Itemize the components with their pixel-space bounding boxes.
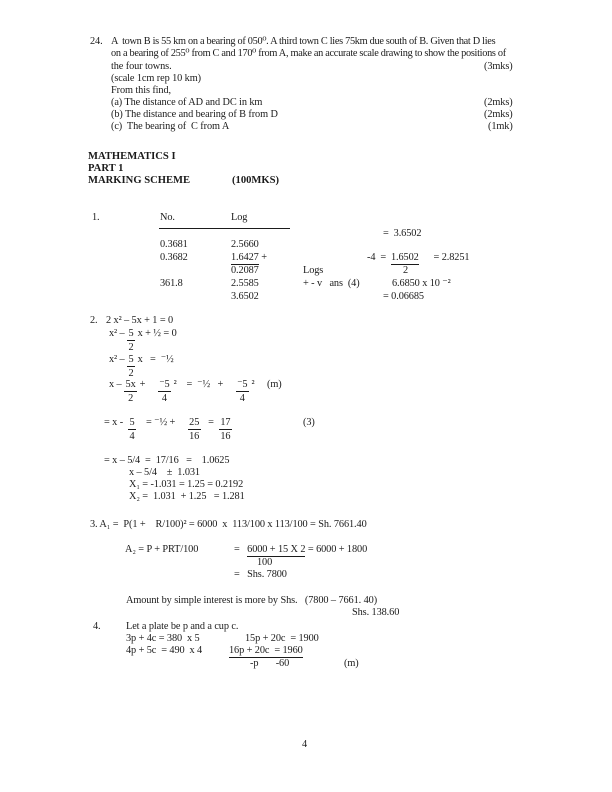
q2-line1: 2 x² – 5x + 1 = 0 xyxy=(106,315,174,326)
page-number: 4 xyxy=(302,739,308,750)
q3-line3: = Shs. 7800 xyxy=(234,569,287,580)
q2-line3-post: x = ⁻½ xyxy=(135,354,174,365)
q2-line4-sup1: ² = ⁻½ + xyxy=(171,379,236,390)
q2-line2-pre: x² – xyxy=(109,328,128,339)
q1-result-2-denominator: 2 xyxy=(403,265,409,276)
fraction-numerator: 17 xyxy=(220,417,231,428)
q2-line4-mid1: + xyxy=(137,379,158,390)
q1-table-header-rule xyxy=(159,228,290,229)
q1-row2-log-underlined: 1.6427 xyxy=(231,252,259,263)
q1-result-4: = 0.06685 xyxy=(383,291,424,302)
q2-line7: x – 5/4 ± 1.031 xyxy=(129,467,200,478)
q24-item-b: (b) The distance and bearing of B from D xyxy=(111,109,278,120)
q1-row4-no: 361.8 xyxy=(160,278,183,289)
q2-line5-mid2: = xyxy=(200,417,219,428)
fraction xyxy=(127,328,135,353)
q1-side-ans: + - v ans (4) xyxy=(303,278,360,289)
q24-scale-note: (scale 1cm rep 10 km) xyxy=(111,73,201,84)
q2-line2-post: x + ½ = 0 xyxy=(135,328,177,339)
fraction xyxy=(188,417,201,442)
q24-number: 24. xyxy=(90,36,103,47)
q1-result-3: 6.6850 x 10 ⁻² xyxy=(392,278,451,289)
q24-item-c: (c) The bearing of C from A xyxy=(111,121,230,132)
q1-col-no: No. xyxy=(160,212,175,223)
q4-line2b: 15p + 20c = 1900 xyxy=(245,633,319,644)
q1-result-2-prefix: -4 = xyxy=(367,252,391,263)
q1-row2-log xyxy=(231,252,267,264)
fraction-numerator: 5 xyxy=(129,417,135,428)
section-total-marks: (100MKS) xyxy=(232,175,280,186)
fraction-denominator: 2 xyxy=(128,367,134,379)
q24-item-a: (a) The distance of AD and DC in km xyxy=(111,97,263,108)
q24-item-c-marks: (1mk) xyxy=(488,121,513,132)
fraction xyxy=(236,379,249,404)
q1-result-2 xyxy=(367,252,469,264)
section-scheme: MARKING SCHEME xyxy=(88,175,191,186)
fraction-numerator: 5 xyxy=(128,354,134,365)
q2-line3 xyxy=(109,354,174,379)
fraction xyxy=(158,379,171,404)
q2-line8: X₁ = -1.031 = 1.25 = 0.2192 xyxy=(129,479,244,490)
q3-line2b xyxy=(234,544,367,556)
q2-line6: = x – 5/4 = 17/16 = 1.0625 xyxy=(104,455,230,466)
q24-item-b-marks: (2mks) xyxy=(484,109,513,120)
q2-line4 xyxy=(109,379,255,404)
q1-row1-no: 0.3681 xyxy=(160,239,188,250)
q4-line3a: 4p + 5c = 490 x 4 xyxy=(126,645,203,656)
q3-line2b-pre: = xyxy=(234,544,248,555)
fraction-numerator: ⁻5 xyxy=(159,379,170,390)
q4-line4-mark: (m) xyxy=(344,658,359,669)
q2-line5 xyxy=(104,417,232,442)
q3-denominator: 100 xyxy=(257,557,273,568)
q1-result-2-suffix: = 2.8251 xyxy=(418,252,470,263)
q2-line4-mark: (m) xyxy=(267,379,282,390)
fraction-numerator: 5x xyxy=(125,379,136,390)
q2-line5-mark: (3) xyxy=(303,417,315,428)
fraction-denominator: 16 xyxy=(220,430,231,442)
fraction-denominator: 16 xyxy=(189,430,200,442)
q24-item-a-marks: (2mks) xyxy=(484,97,513,108)
fraction-numerator: ⁻5 xyxy=(237,379,248,390)
q1-row4-log: 2.5585 xyxy=(231,278,259,289)
q3-line5: Shs. 138.60 xyxy=(352,607,400,618)
fraction-numerator: 25 xyxy=(189,417,200,428)
section-part: PART 1 xyxy=(88,163,124,174)
q3-line1: 3. A₁ = P(1 + R/100)² = 6000 x 113/100 x 113/100 = Sh. 7661.40 xyxy=(90,519,367,530)
q2-line4-sup2: ² xyxy=(248,379,255,390)
q4-line1: Let a plate be p and a cup c. xyxy=(126,621,239,632)
q3-line2a: A₂ = P + PRT/100 xyxy=(125,544,199,555)
q2-line4-pre: x – xyxy=(109,379,125,390)
fraction-denominator: 4 xyxy=(239,392,245,404)
q2-line3-pre: x² – xyxy=(109,354,128,365)
section-title: MATHEMATICS I xyxy=(88,151,176,162)
q24-find-note: From this find, xyxy=(111,85,171,96)
q3-line4: Amount by simple interest is more by Shs. (7800 – 7661. 40) xyxy=(126,595,378,606)
q4-line3b xyxy=(229,645,303,657)
q2-line2 xyxy=(109,328,177,353)
fraction-numerator: 5 xyxy=(128,328,134,339)
q4-number: 4. xyxy=(93,621,101,632)
q24-line2: on a bearing of 255⁰ from C and 170⁰ from A, make an accurate scale drawing to show the positions of xyxy=(111,48,506,59)
q1-row5-log: 3.6502 xyxy=(231,291,259,302)
q24-marks-3: (3mks) xyxy=(484,61,513,72)
q1-number: 1. xyxy=(92,212,100,223)
q2-number: 2. xyxy=(90,315,98,326)
q4-line4: -p -60 xyxy=(250,658,290,669)
q24-line1: A town B is 55 km on a bearing of 050⁰. A third town C lies 75km due south of B. Given that D lies xyxy=(111,36,496,47)
fraction xyxy=(127,354,135,379)
q4-line2a: 3p + 4c = 380 x 5 xyxy=(126,633,200,644)
fraction-denominator: 4 xyxy=(161,392,167,404)
q2-line5-mid1: = ⁻½ + xyxy=(136,417,188,428)
fraction-denominator: 2 xyxy=(128,392,134,404)
q2-line9: X₂ = 1.031 + 1.25 = 1.281 xyxy=(129,491,245,502)
q3-line2b-post: = 6000 + 1800 xyxy=(305,544,368,555)
q1-row2-log-plus: + xyxy=(258,252,267,263)
q2-line5-pre: = x - xyxy=(104,417,128,428)
q1-row1-log: 2.5660 xyxy=(231,239,259,250)
q1-col-log: Log xyxy=(231,212,248,223)
q1-result-1: = 3.6502 xyxy=(383,228,422,239)
fraction xyxy=(219,417,232,442)
q1-row2-no: 0.3682 xyxy=(160,252,188,263)
q3-line2b-underlined: 6000 + 15 X 2 xyxy=(247,544,306,555)
q1-side-logs: Logs xyxy=(303,265,324,276)
q1-result-2-underlined: 1.6502 xyxy=(390,252,419,263)
fraction-denominator: 4 xyxy=(129,430,135,442)
q1-row3-log: 0.2087 xyxy=(231,265,259,276)
q24-line3: the four towns. xyxy=(111,61,172,72)
q4-line3b-underlined: 16p + 20c = 1960 xyxy=(229,645,303,656)
fraction xyxy=(124,379,137,404)
fraction-denominator: 2 xyxy=(128,341,134,353)
fraction xyxy=(128,417,136,442)
